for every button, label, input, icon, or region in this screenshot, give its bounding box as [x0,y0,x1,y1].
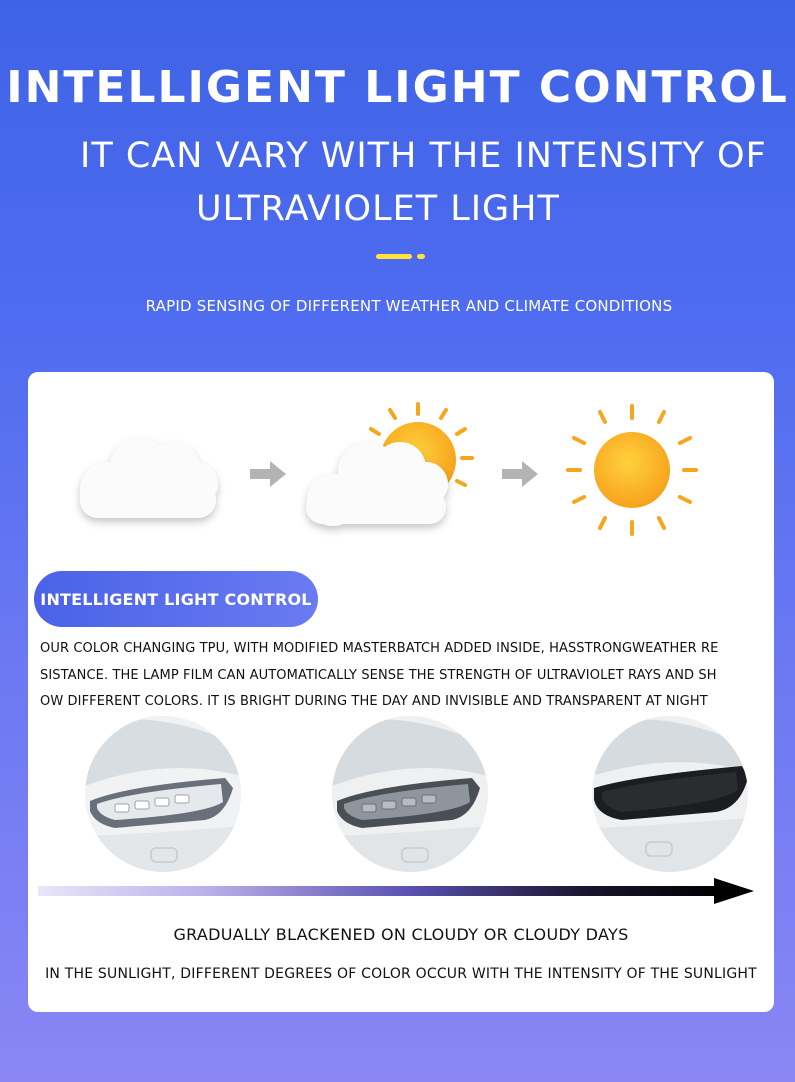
cloud-icon [80,438,218,518]
arrow-right-icon [502,461,538,487]
page-title: INTELLIGENT LIGHT CONTROL [6,62,789,113]
feature-description: OUR COLOR CHANGING TPU, WITH MODIFIED MASTERBATCH ADDED INSIDE, HASSTRONGWEATHER RE SISTANCE. THE LAMP FILM CAN AUTOMATICALLY SENSE THE STRENGTH OF ULTRAVIOLET RAYS AND SH OW DIFFERENT COLORS. IT IS BRIGHT DURING THE DAY AND INVISIBLE AND TRANSPARENT AT NIGHT [40,641,719,709]
subtitle-line-1: IT CAN VARY WITH THE INTENSITY OF [80,136,767,176]
arrow-right-icon [714,878,754,904]
headlight-black-image [592,716,748,872]
arrow-right-icon [250,461,286,487]
caption-secondary: IN THE SUNLIGHT, DIFFERENT DEGREES OF COLOR OCCUR WITH THE INTENSITY OF THE SUNLIGHT [45,966,757,982]
sun-icon [568,406,696,534]
darkening-gradient-bar [38,886,718,896]
tagline: RAPID SENSING OF DIFFERENT WEATHER AND CLIMATE CONDITIONS [145,297,673,315]
sun-behind-cloud-icon [306,404,472,526]
caption-primary: GRADUALLY BLACKENED ON CLOUDY OR CLOUDY DAYS [173,925,629,944]
content-card [28,372,774,1012]
headlight-smoked-image [332,716,488,872]
accent-dash-long [376,254,412,259]
feature-badge: INTELLIGENT LIGHT CONTROL [34,571,318,627]
weather-sequence [28,372,774,562]
headlight-clear-image [85,716,241,872]
subtitle-line-2: ULTRAVIOLET LIGHT [196,189,560,229]
accent-dash-short [417,254,425,259]
